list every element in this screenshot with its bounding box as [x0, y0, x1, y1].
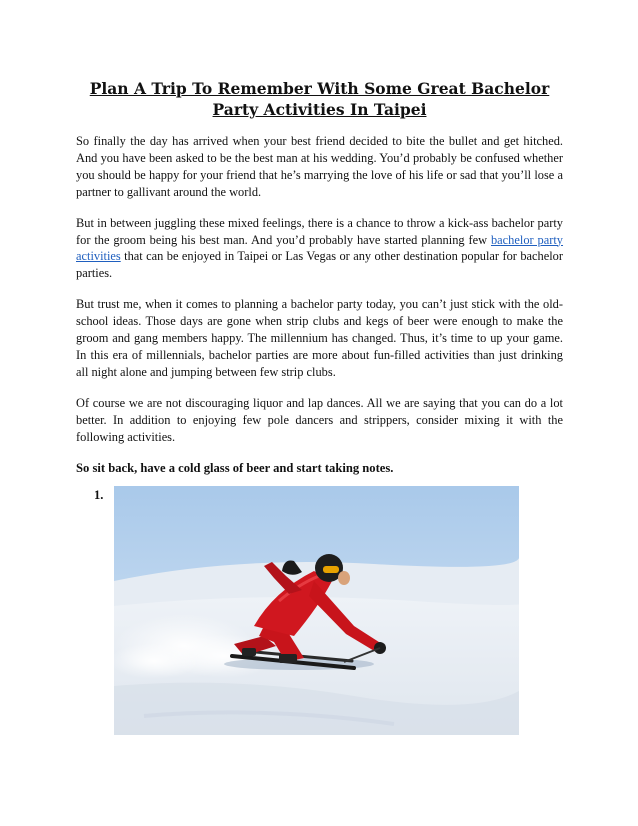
take-notes-line: So sit back, have a cold glass of beer and start taking notes. — [76, 460, 394, 475]
paragraph-not-discouraging: Of course we are not discouraging liquor and lap dances. All we are saying that you can do a lot better. In addition to enjoying few pole dancers and strippers, consider mixing it with the following activities. — [76, 395, 563, 444]
list-number: 1. — [94, 487, 104, 502]
paragraph-mixed-feelings — [76, 215, 563, 283]
skier-photo — [114, 486, 519, 735]
paragraph-text: that can be enjoyed in Taipei or Las Vegas or any other destination popular for bachelor parties. — [76, 249, 563, 281]
paragraph-intro: So finally the day has arrived when your best friend decided to bite the bullet and get hitched. And you have been asked to be the best man at his wedding. You’d probably be confused whether you should be happy for your friend that he’s marrying the love of his life or sad that you’ll lose a partner to gallivant around the world. — [76, 134, 563, 199]
bachelor-party-activities-link[interactable]: bachelor party activities — [76, 232, 564, 264]
document-body — [76, 78, 563, 516]
paragraph-text: But in between juggling these mixed feelings, there is a chance to throw a kick-ass bachelor party for the groom being his best man. And you’d probably have started planning few — [76, 215, 563, 247]
page-title: Plan A Trip To Remember With Some Great Bachelor Party Activities In Taipei — [89, 79, 550, 119]
paragraph-old-school: But trust me, when it comes to planning a bachelor party today, you can’t just stick with the old-school ideas. Those days are gone when strip clubs and kegs of beer were enough to make the groom and gang members happy. The millennium has changed. Thus, it’s time to up your game. In this era of millennials, bachelor parties are more about fun-filled activities than just drinking all night alone and jumping between few strip clubs. — [76, 297, 563, 379]
